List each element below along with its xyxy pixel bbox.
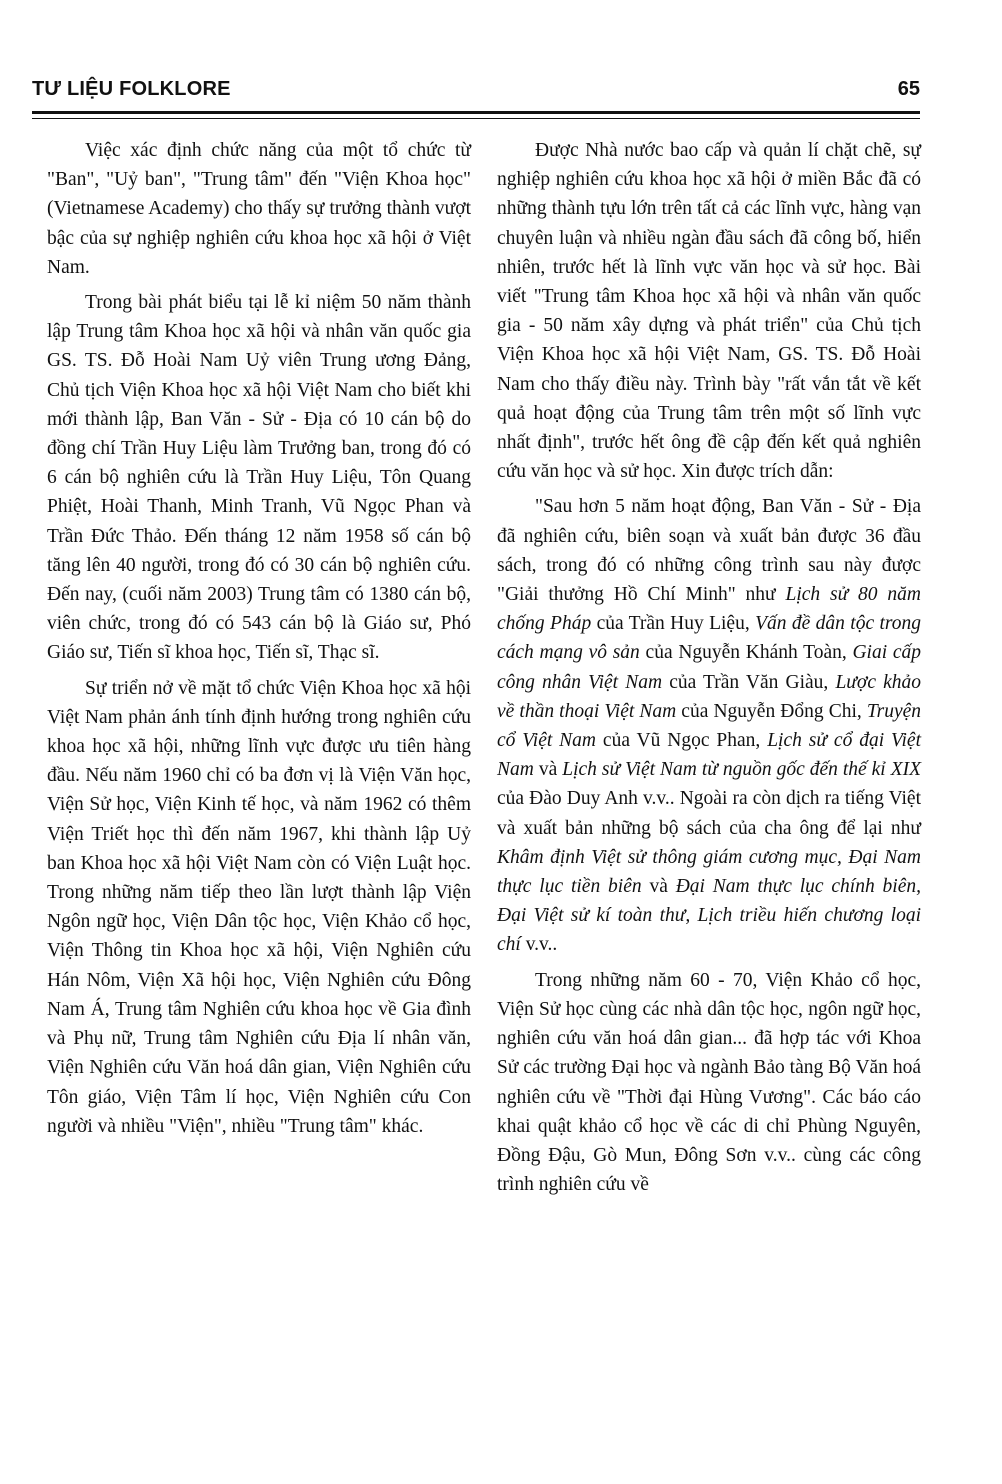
- text-run: "Sau hơn 5 năm hoạt động, Ban Văn - Sử - Địa đã nghiên cứu, biên soạn và xuất bản được 36 đầu sách, trong đó có những công trình sau này được "Giải thưởng Hồ Chí Minh" như: [497, 496, 921, 606]
- book-title: Lịch sử 80 năm chống Pháp: [497, 584, 921, 635]
- quoted-paragraph: [497, 492, 921, 959]
- book-title: Khâm định Việt sử thông giám cương mục, Đại Nam thực lục tiền biên: [497, 846, 921, 898]
- book-title: Đại Nam thực lục chính biên, Đại Việt sử kí toàn thư, Lịch triều hiến chương loại chí: [497, 876, 921, 956]
- paragraph: Trong bài phát biểu tại lễ kỉ niệm 50 năm thành lập Trung tâm Khoa học xã hội và nhân văn quốc gia GS. TS. Đỗ Hoài Nam Uỷ viên Trung ương Đảng, Chủ tịch Viện Khoa học xã hội Việt Nam cho biết khi mới thành lập, Ban Văn - Sử - Địa có 10 cán bộ do đồng chí Trần Huy Liệu làm Trưởng ban, trong đó có 6 cán bộ nghiên cứu là Trần Huy Liệu, Tôn Quang Phiệt, Hoài Thanh, Minh Tranh, Vũ Ngọc Phan và Trần Đức Thảo. Đến tháng 12 năm 1958 số cán bộ tăng lên 40 người, trong đó có 30 cán bộ nghiên cứu. Đến nay, (cuối năm 2003) Trung tâm có 1380 cán bộ, viên chức, trong đó có 543 cán bộ là Giáo sư, Phó Giáo sư, Tiến sĩ khoa học, Tiến sĩ, Thạc sĩ.: [47, 292, 471, 664]
- right-column: [497, 136, 921, 1199]
- book-title: Vấn đề dân tộc trong cách mạng vô sản: [497, 613, 922, 664]
- text-run: của Nguyễn Khánh Toàn,: [639, 642, 853, 664]
- text-run: và: [533, 759, 563, 781]
- book-title: Giai cấp công nhân Việt Nam: [497, 642, 921, 693]
- paragraph: Được Nhà nước bao cấp và quản lí chặt chẽ, sự nghiệp nghiên cứu khoa học xã hội ở miền Bắc đã có những thành tựu lớn trên tất cả các lĩnh vực, hàng vạn chuyên luận và nhiều ngàn đầu sách đã công bố, hiển nhiên, trước hết là lĩnh vực văn học và sử học. Bài viết "Trung tâm Khoa học xã hội và nhân văn quốc gia - 50 năm xây dựng và phát triển" của Chủ tịch Viện Khoa học xã hội Việt Nam, GS. TS. Đỗ Hoài Nam cho thấy điều này. Trình bày "rất vắn tắt về kết quả hoạt động của Trung tâm trên một số lĩnh vực nhất định", trước hết ông đề cập đến kết quả nghiên cứu văn học và sử học. Xin được trích dẫn:: [497, 140, 921, 483]
- text-run: của Vũ Ngọc Phan,: [596, 730, 768, 752]
- book-title: Lược khảo về thần thoại Việt Nam: [497, 671, 922, 722]
- paragraph: Việc xác định chức năng của một tổ chức từ "Ban", "Uỷ ban", "Trung tâm" đến "Viện Khoa học" (Vietnamese Academy) cho thấy sự trưởng thành vượt bậc của sự nghiệp nghiên cứu khoa học xã hội ở Việt Nam.: [47, 140, 471, 278]
- header-rule-thin: [32, 118, 920, 119]
- text-run: v.v..: [520, 934, 558, 956]
- header-rule-thick: [32, 111, 920, 114]
- book-title: Truyện cổ Việt Nam: [497, 700, 922, 752]
- book-title: Lịch sử cổ đại Việt Nam: [497, 730, 921, 781]
- text-run: của Đào Duy Anh v.v.. Ngoài ra còn dịch ra tiếng Việt và xuất bản những bộ sách của cha ông để lại như: [497, 788, 921, 839]
- text-run: của Nguyễn Đổng Chi,: [676, 700, 867, 722]
- text-run: của Trần Huy Liệu,: [591, 613, 756, 635]
- running-header: [32, 78, 920, 106]
- text-run: của Trần Văn Giàu,: [662, 671, 836, 693]
- text-run: và: [641, 876, 676, 898]
- book-title: Lịch sử Việt Nam từ nguồn gốc đến thế kỉ XIX: [562, 759, 922, 781]
- page-number: 65: [897, 78, 920, 100]
- section-title: TƯ LIỆU FOLKLORE: [32, 78, 231, 100]
- left-column: [47, 136, 471, 1141]
- paragraph: Sự triển nở về mặt tổ chức Viện Khoa học xã hội Việt Nam phản ánh tính định hướng trong nghiên cứu khoa học xã hội, những lĩnh vực được ưu tiên hàng đầu. Nếu năm 1960 chỉ có ba đơn vị là Viện Văn học, Viện Sử học, Viện Kinh tế học, và năm 1962 có thêm Viện Triết học thì đến năm 1967, khi thành lập Uỷ ban Khoa học xã hội Việt Nam còn có Viện Luật học. Trong những năm tiếp theo lần lượt thành lập Viện Ngôn ngữ học, Viện Dân tộc học, Viện Khảo cổ học, Viện Thông tin Khoa học xã hội, Viện Nghiên cứu Hán Nôm, Viện Xã hội học, Viện Nghiên cứu Đông Nam Á, Trung tâm Nghiên cứu khoa học về Gia đình và Phụ nữ, Trung tâm Nghiên cứu Địa lí nhân văn, Viện Nghiên cứu Văn hoá dân gian, Viện Nghiên cứu Tôn giáo, Viện Tâm lí học, Viện Nghiên cứu Con người và nhiều "Viện", nhiều "Trung tâm" khác.: [47, 677, 471, 1137]
- paragraph: Trong những năm 60 - 70, Viện Khảo cổ học, Viện Sử học cùng các nhà dân tộc học, ngôn ngữ học, nghiên cứu văn hoá dân gian... đã hợp tác với Khoa Sử các trường Đại học và ngành Bảo tàng Bộ Văn hoá nghiên cứu về "Thời đại Hùng Vương". Các báo cáo khai quật khảo cổ học về các di chỉ Phùng Nguyên, Đồng Đậu, Gò Mun, Đông Sơn v.v.. cùng các công trình nghiên cứu về: [497, 969, 921, 1196]
